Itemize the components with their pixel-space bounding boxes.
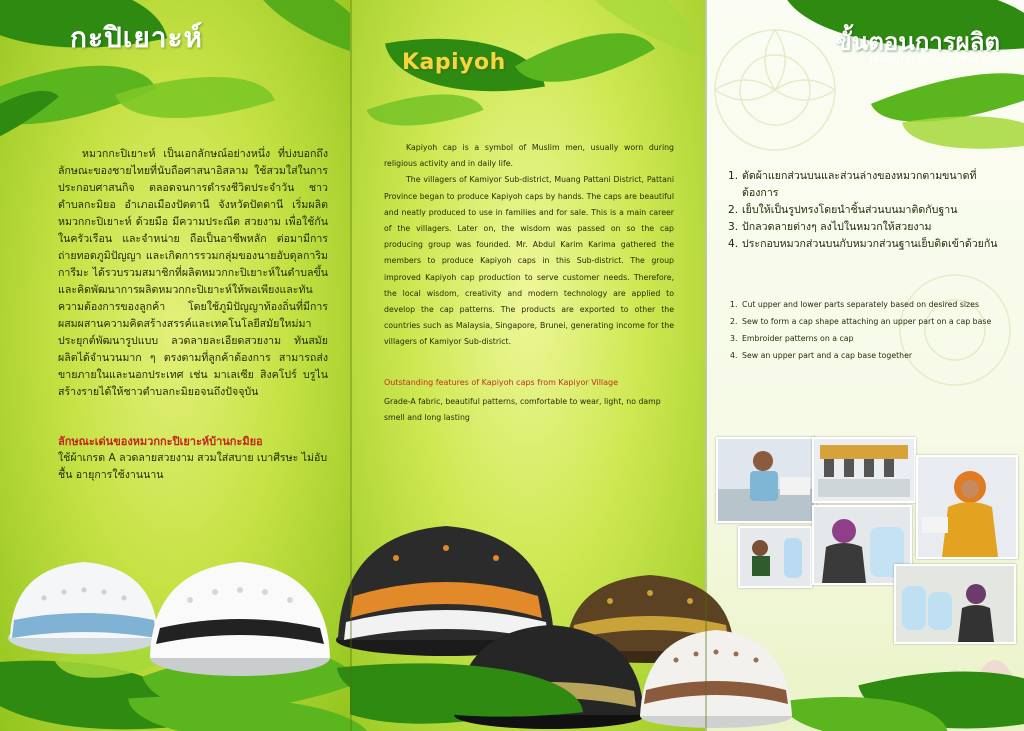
step-number: 4.: [730, 351, 738, 360]
thai-steps-list: [728, 168, 1000, 253]
middle-panel-subheading-body: Grade-A fabric, beautiful patterns, comfortable to wear, light, no damp smell and long lasting: [384, 397, 661, 422]
english-steps-list: [730, 296, 1014, 364]
cap-white-brown: [636, 620, 796, 730]
step-number: 1.: [728, 170, 739, 182]
step-text: Cut upper and lower parts separately based on desired sizes: [742, 300, 980, 309]
list-item: [728, 236, 1000, 253]
step-text: Sew to form a cap shape attaching an upper part on a cap base: [742, 317, 992, 326]
step-text: เย็บให้เป็นรูปทรงโดยนำชิ้นส่วนบนมาติดกับฐาน: [742, 204, 958, 216]
list-item: [728, 202, 1000, 219]
list-item: [730, 313, 1014, 330]
fold-line: [705, 0, 707, 731]
leaf-decoration: [115, 48, 275, 147]
left-panel-subheading: ลักษณะเด่นของหมวกกะปิเยาะห์บ้านกะมิยอ: [58, 435, 263, 448]
photo-sewing-worker: [716, 437, 816, 523]
right-panel-title: ขั้นตอนการผลิต: [835, 27, 1000, 56]
left-panel-paragraph: หมวกกะปิเยาะห์ เป็นเอกลักษณ์อย่างหนึ่ง ที่บ่งบอกถึงลักษณะของชายไทยที่นับถือศาสนาอิสลาม ใช้สวมใส่ในการประกอบศาสนกิจ ตลอดจนการดำรงชีวิตประจำวัน ชาวตำบลกะมิยอ อำเภอเมืองปัตตานี จังหวัดปัตตานี เริ่มผลิตหมวกกะปิเยาะห์ ด้วยมือ มีความประณีต สวยงาม เพื่อใช้กันในครัวเรือน และจำหน่าย ถือเป็นอาชีพหลัก ต่อมามีการถ่ายทอดภูมิปัญญา และเกิดการรวมกลุ่มของนายอับดุลการิม การีมะ ได้รวบรวมสมาชิกที่ผลิตหมวกกะปิเยาะห์ในตำบลขึ้น และคิดพัฒนาการผลิตหมวกกะปิเยาะห์ให้พอเพียงและทันความต้องการของลูกค้า โดยใช้ภูมิปัญญาท้องถิ่นที่มีการผสมผสานความคิดสร้างสรรค์และเทคโนโลยีสมัยใหม่มาประยุกต์พัฒนารูปแบบ ลวดลายละเอียดสวยงาม ทันสมัย ผลิตได้จำนวนมาก ๆ ตรงตามที่ลูกค้าต้องการ สามารถส่งขายภายในและนอกประเทศ เช่น มาเลเซีย สิงคโปร์ บรูไน สร้างรายได้ให้ชาวตำบลกะมิยอจนถึงปัจจุบัน: [58, 148, 328, 398]
list-item: [730, 296, 1014, 313]
middle-panel-paragraph: Kapiyoh cap is a symbol of Muslim men, usually worn during religious activity and in daily life.: [384, 143, 674, 169]
step-number: 2.: [730, 317, 738, 326]
photo-caps-stack: [738, 526, 812, 588]
step-number: 3.: [730, 334, 738, 343]
list-item: [730, 330, 1014, 347]
middle-panel-paragraph: The villagers of Kamiyor Sub-district, Muang Pattani District, Pattani Province began to produce Kapiyoh caps by hands. The caps are beautiful and neatly produced to use in families and for sale. This is a main career of the villagers. Later on, the wisdom was passed on so the cap producing group was founded. Mr. Abdul Karim Karima gathered the members to produce Kapiyoh caps in this Sub-district. The group improved Kapiyoh cap production to serve customer needs. Therefore, the local wisdom, creativity and modern technology are applied to develop the cap patterns. The products are exported to other the countries such as Malaysia, Singapore, Brunei, generating income for the villagers of Kamiyor Sub-district.: [384, 175, 674, 347]
list-item: [730, 347, 1014, 364]
cap-white-black: [140, 540, 340, 680]
middle-panel-title: Kapiyoh: [402, 50, 506, 75]
step-text: ตัดผ้าแยกส่วนบนและส่วนล่างของหมวกตามขนาดที่ต้องการ: [742, 170, 977, 199]
step-number: 3.: [728, 221, 739, 233]
photo-finished-caps: [894, 564, 1016, 644]
fold-line: [350, 0, 352, 731]
list-item: [728, 168, 1000, 202]
step-text: Embroider patterns on a cap: [742, 334, 854, 343]
right-panel-subtitle: Manufacturing Process: [868, 53, 1000, 66]
step-text: ปักลวดลายต่างๆ ลงไปในหมวกให้สวยงาม: [742, 221, 932, 233]
list-item: [728, 219, 1000, 236]
middle-panel-body: [384, 140, 674, 351]
step-number: 2.: [728, 204, 739, 216]
step-number: 1.: [730, 300, 738, 309]
step-text: Sew an upper part and a cap base together: [742, 351, 913, 360]
left-panel-body: [58, 146, 328, 401]
left-panel-title: กะปิเยาะห์: [70, 21, 203, 54]
photo-worker-orange-hijab: [916, 455, 1018, 559]
left-panel-subheading-body: ใช้ผ้าเกรด A ลวดลายสวยงาม สวมใส่สบาย เบาศีรษะ ไม่อับชื้น อายุการใช้งานนาน: [58, 452, 328, 481]
middle-panel-subheading: Outstanding features of Kapiyoh caps from Kapiyor Village: [384, 378, 619, 387]
leaf-decoration: [235, 0, 350, 57]
step-text: ประกอบหมวกส่วนบนกับหมวกส่วนฐานเย็บติดเข้าด้วยกัน: [742, 238, 998, 250]
step-number: 4.: [728, 238, 739, 250]
photo-embroidery-machine: [812, 437, 916, 503]
